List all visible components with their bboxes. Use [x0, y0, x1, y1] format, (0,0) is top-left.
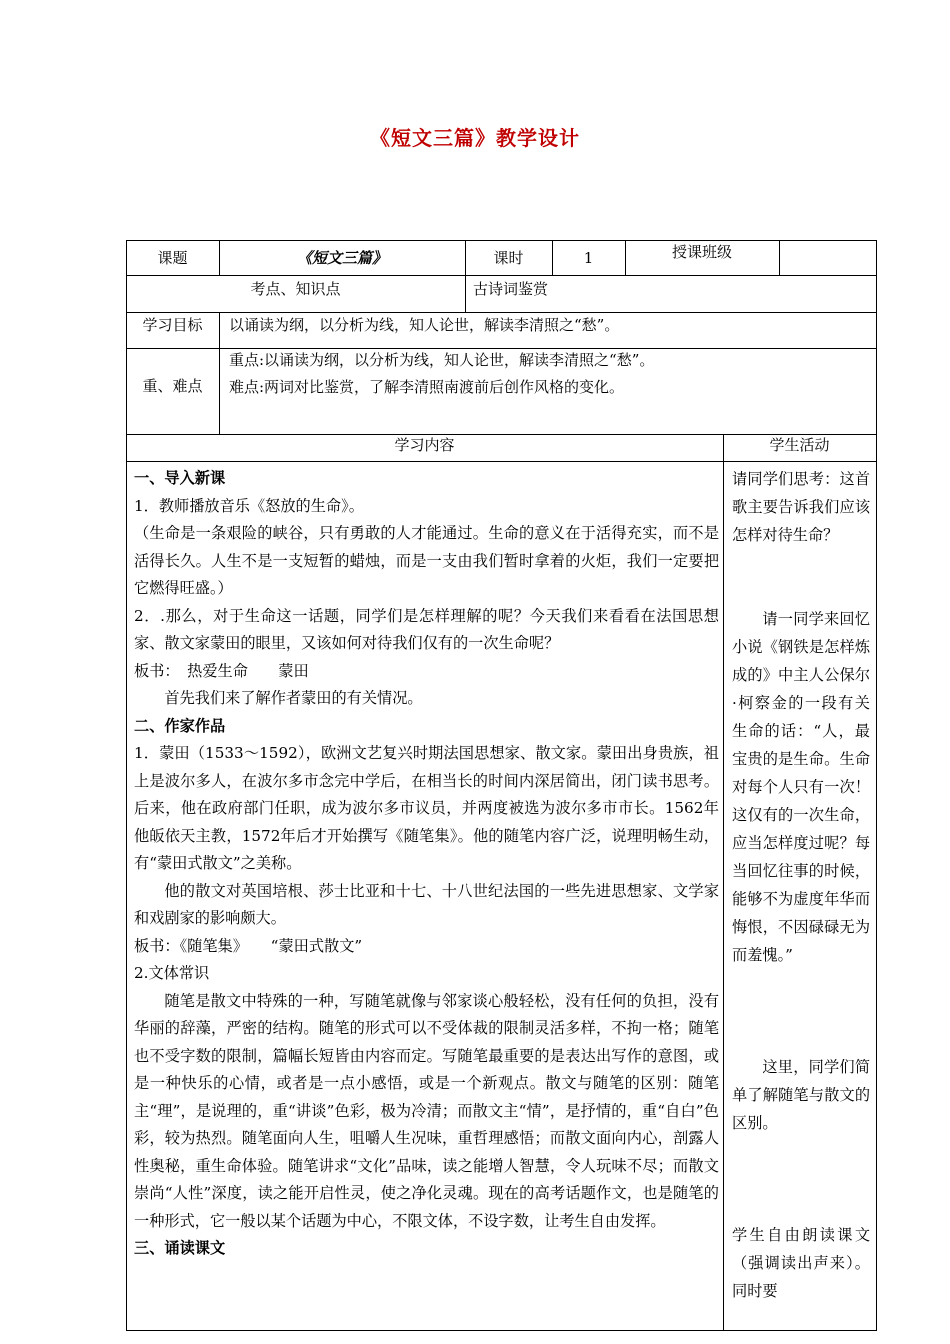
paragraph: 1．蒙田（1533～1592），欧洲文艺复兴时期法国思想家、散文家。蒙田出身贵族，祖上是波尔多人，在波尔多市念完中学后，在相当长的时间内深居简出，闭门读书思考。后来，他在政府部门任职，成为波尔多市议员，并两度被选为波尔多市市长。1562年他皈依天主教，1572年后才开始撰写《随笔集》。他的随笔内容广泛，说理明畅生动，有“蒙田式散文”之美称。 — [134, 744, 719, 872]
table-border-top — [126, 240, 877, 241]
points-value: 古诗词鉴赏 — [473, 280, 549, 298]
focus-label: 重、难点 — [142, 377, 203, 395]
board-note: 板书： 热爱生命 蒙田 — [134, 661, 309, 680]
learning-content — [134, 465, 719, 1263]
paragraph: 1．教师播放音乐《怒放的生命》。 — [134, 496, 364, 515]
content-header: 学习内容 — [394, 436, 455, 454]
row-divider — [126, 275, 877, 276]
activity-item: 学生自由朗读课文（强调读出声来）。同时要 — [732, 1226, 870, 1300]
table-border-right — [876, 240, 877, 1331]
goal-label: 学习目标 — [142, 316, 203, 334]
focus-key-point: 重点:以诵读为纲，以分析为线，知人论世，解读李清照之“愁”。 — [229, 351, 655, 369]
paragraph: 2．.那么，对于生命这一话题，同学们是怎样理解的呢？今天我们来看看在法国思想家、散文家蒙田的眼里，又该如何对待我们仅有的一次生命呢？ — [134, 606, 719, 652]
focus-difficult-point: 难点:两词对比鉴赏，了解李清照南渡前后创作风格的变化。 — [229, 378, 625, 396]
document-title: 《短文三篇》教学设计 — [370, 126, 580, 150]
activity-item: 请一同学来回忆小说《钢铁是怎样炼成的》中主人公保尔·柯察金的一段有关生命的话：“人，最宝贵的是生命。生命对每个人只有一次！这仅有的一次生命，应当怎样度过呢？每当回忆往事的时候，能够不为虚度年华而悔恨，不因碌碌无为而羞愧。” — [732, 610, 870, 964]
activity-header: 学生活动 — [769, 436, 830, 454]
col-divider — [219, 312, 220, 435]
points-label: 考点、知识点 — [250, 280, 341, 298]
paragraph: （生命是一条艰险的峡谷，只有勇敢的人才能通过。生命的意义在于活得充实，而不是活得长久。人生不是一支短暂的蜡烛，而是一支由我们暂时拿着的火炬，我们一定要把它燃得旺盛。） — [134, 524, 719, 597]
section-heading: 一、导入新课 — [134, 469, 226, 487]
col-divider — [723, 434, 724, 1331]
activity-item: 这里，同学们简单了解随笔与散文的区别。 — [732, 1058, 870, 1132]
hours-label: 课时 — [493, 249, 524, 267]
lesson-plan-table — [126, 240, 877, 1331]
paragraph: 随笔是散文中特殊的一种，写随笔就像与邻家谈心般轻松，没有任何的负担，没有华丽的辞藻，严密的结构。随笔的形式可以不受体裁的限制灵活多样，不拘一格；随笔也不受字数的限制，篇幅长短皆由内容而定。写随笔最重要的是表达出写作的意图，或是一种快乐的心情，或者是一点小感悟，或是一个新观点。散文与随笔的区别：随笔主“理”，是说理的，重“讲谈”色彩，极为冷清；而散文主“情”，是抒情的，重“自白”色彩，较为热烈。随笔面向人生，咀嚼人生况味，重哲理感悟；而散文面向内心，剖露人性奥秘，重生命体验。随笔讲求“文化”品味，读之能增人智慧，令人玩味不尽；而散文崇尚“人性”深度，读之能开启性灵，使之净化灵魂。现在的高考话题作文，也是随笔的一种形式，它一般以某个话题为中心，不限文体，不设字数，让考生自由发挥。 — [134, 991, 719, 1230]
hours-value: 1 — [583, 249, 594, 267]
table-border-left — [126, 240, 127, 1331]
table-border-bottom — [126, 1330, 877, 1331]
row-divider — [126, 348, 877, 349]
col-divider — [779, 240, 780, 276]
topic-label: 课题 — [157, 249, 188, 267]
section-heading: 三、诵读课文 — [134, 1239, 226, 1257]
section-heading: 二、作家作品 — [134, 716, 226, 735]
paragraph: 首先我们来了解作者蒙田的有关情况。 — [164, 689, 423, 707]
row-divider — [126, 461, 877, 462]
student-activities — [732, 465, 870, 1305]
board-note: 板书：《随笔集》 “蒙田式散文” — [134, 936, 363, 955]
paragraph: 2.文体常识 — [134, 964, 210, 982]
goal-value: 以诵读为纲，以分析为线，知人论世，解读李清照之“愁”。 — [229, 316, 620, 334]
class-label: 授课班级 — [671, 243, 732, 261]
topic-value: 《短文三篇》 — [296, 249, 387, 267]
activity-item: 请同学们思考：这首歌主要告诉我们应该怎样对待生命？ — [732, 470, 870, 544]
row-divider — [126, 312, 877, 313]
paragraph: 他的散文对英国培根、莎士比亚和十七、十八世纪法国的一些先进思想家、文学家和戏剧家的影响颇大。 — [134, 881, 719, 927]
